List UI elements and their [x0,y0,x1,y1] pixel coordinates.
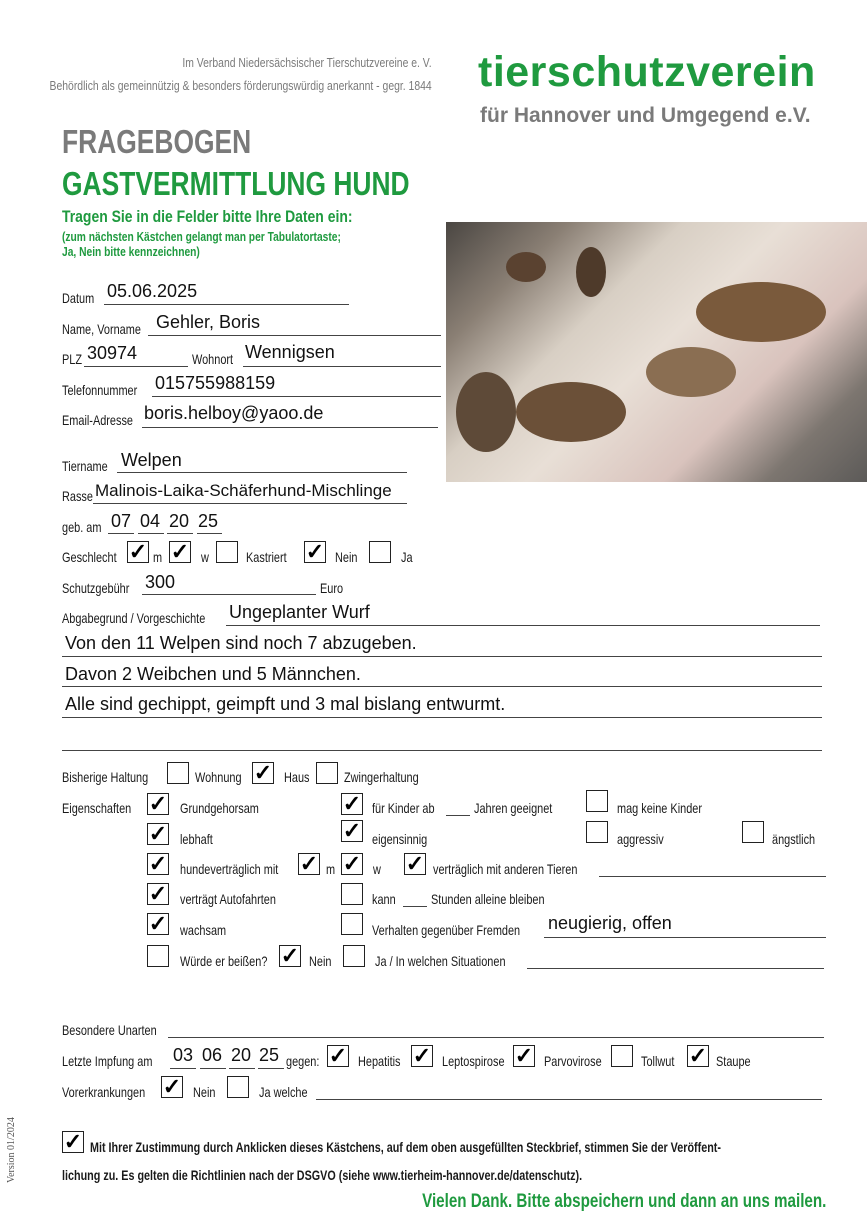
impfung-century-field[interactable]: 20 [231,1045,252,1065]
recognition-text: Behördlich als gemeinnützig & besonders förderungswürdig anerkannt - gegr. 1844 [49,78,432,93]
hint-text-1: (zum nächsten Kästchen gelangt man per Tabulatortaste; [62,230,341,244]
andere-tiere-checkbox[interactable]: ✓ [405,851,425,876]
lebhaft-label: lebhaft [180,831,213,847]
haltung-wohnung-label: Wohnung [195,769,242,785]
abgabegrund-line-3[interactable]: Alle sind gechippt, geimpft und 3 mal bislang entwurmt. [65,694,506,714]
alleine-label: kann [372,891,396,907]
eigensinnig-label: eigensinnig [372,831,428,847]
logo-title: tierschutzverein [478,48,816,96]
form-subtitle: GASTVERMITTLUNG HUND [62,165,410,202]
haltung-zwinger-checkbox[interactable] [316,762,338,784]
eigenschaften-label: Eigenschaften [62,800,132,816]
hundevertraeglich-w-checkbox[interactable]: ✓ [342,851,362,876]
parvovirose-checkbox[interactable]: ✓ [514,1043,534,1068]
aengstlich-label: ängstlich [772,831,816,847]
wohnort-label: Wohnort [192,351,234,367]
beissen-situationen-field[interactable] [527,968,824,969]
kastriert-nein-checkbox[interactable]: ✓ [305,539,325,564]
grundgehorsam-label: Grundgehorsam [180,800,259,816]
aggressiv-label: aggressiv [617,831,664,847]
plz-field[interactable]: 30974 [87,343,138,363]
hundevertraeglich-label: hundeverträglich mit [180,861,279,877]
autofahrten-label: verträgt Autofahrten [180,891,276,907]
plz-label: PLZ [62,351,83,367]
alleine-checkbox[interactable] [341,883,363,905]
geb-century-field[interactable]: 20 [169,511,190,531]
tollwut-checkbox[interactable] [611,1045,633,1067]
geschlecht-m-label: m [153,549,163,565]
hundevertraeglich-checkbox[interactable]: ✓ [148,851,168,876]
parvovirose-label: Parvovirose [544,1053,602,1069]
vorerkrankungen-label: Vorerkrankungen [62,1084,146,1100]
beissen-ja-checkbox[interactable] [343,945,365,967]
beissen-label: Würde er beißen? [180,953,268,969]
alleine-hours-field[interactable] [403,906,427,907]
consent-checkbox[interactable]: ✓ [63,1129,83,1154]
beissen-ja-label: Ja / In welchen Situationen [375,953,506,969]
thanks-text: Vielen Dank. Bitte abspeichern und dann an uns mailen. [421,1191,826,1212]
vorerkrankungen-field[interactable] [316,1099,822,1100]
euro-label: Euro [320,580,344,596]
name-label: Name, Vorname [62,321,141,337]
fremde-checkbox[interactable] [341,913,363,935]
puppies-photo [446,222,867,482]
staupe-label: Staupe [716,1053,751,1069]
hepatitis-checkbox[interactable]: ✓ [328,1043,348,1068]
rasse-field[interactable]: Malinois-Laika-Schäferhund-Mischlinge [95,481,392,500]
haltung-haus-checkbox[interactable]: ✓ [253,760,273,785]
vorerkrankungen-ja-label: Ja welche [259,1084,308,1100]
autofahrten-checkbox[interactable]: ✓ [148,881,168,906]
geschlecht-w-checkbox[interactable]: ✓ [170,539,190,564]
impfung-year-field[interactable]: 25 [259,1045,280,1065]
kastriert-ja-checkbox[interactable] [369,541,391,563]
abgabegrund-line-2[interactable]: Davon 2 Weibchen und 5 Männchen. [65,664,361,684]
leptospirose-label: Leptospirose [442,1053,505,1069]
lebhaft-checkbox[interactable]: ✓ [148,821,168,846]
fremde-field[interactable]: neugierig, offen [548,913,672,933]
kinder-ab-label: für Kinder ab [372,800,435,816]
aggressiv-checkbox[interactable] [586,821,608,843]
fremde-label: Verhalten gegenüber Fremden [372,922,521,938]
hint-text-2: Ja, Nein bitte kennzeichnen) [62,245,200,259]
geb-year-field[interactable]: 25 [198,511,219,531]
vorerkrankungen-ja-checkbox[interactable] [227,1076,249,1098]
abgabegrund-line-1[interactable]: Von den 11 Welpen sind noch 7 abzugeben. [65,633,417,653]
geschlecht-extra-checkbox[interactable] [216,541,238,563]
association-text: Im Verband Niedersächsischer Tierschutzvereine e. V. [182,55,432,70]
kinder-ab-checkbox[interactable]: ✓ [342,791,362,816]
staupe-checkbox[interactable]: ✓ [688,1043,708,1068]
geschlecht-m-checkbox[interactable]: ✓ [128,539,148,564]
keine-kinder-label: mag keine Kinder [617,800,702,816]
hundevertraeglich-m-label: m [326,861,336,877]
name-field[interactable]: Gehler, Boris [156,312,261,332]
form-title: FRAGEBOGEN [62,123,252,160]
logo-subtitle: für Hannover und Umgegend e.V. [480,104,811,127]
impfung-gegen-label: gegen: [286,1053,320,1069]
unarten-label: Besondere Unarten [62,1022,157,1038]
beissen-nein-label: Nein [309,953,332,969]
rasse-label: Rasse [62,488,93,504]
eigensinnig-checkbox[interactable]: ✓ [342,818,362,843]
kastriert-nein-label: Nein [335,549,358,565]
haltung-wohnung-checkbox[interactable] [167,762,189,784]
consent-text-1: Mit Ihrer Zustimmung durch Anklicken dieses Kästchens, auf dem oben ausgefüllten Steckbrief, stimmen Sie der Veröffent- [90,1139,721,1155]
vorerkrankungen-nein-label: Nein [193,1084,216,1100]
tiername-label: Tiername [62,458,108,474]
leptospirose-checkbox[interactable]: ✓ [412,1043,432,1068]
kastriert-label: Kastriert [246,549,287,565]
haltung-label: Bisherige Haltung [62,769,149,785]
andere-tiere-label: verträglich mit anderen Tieren [433,861,578,877]
email-field[interactable]: boris.helboy@yaoo.de [144,403,324,423]
email-label: Email-Adresse [62,412,134,428]
schutzgebuehr-label: Schutzgebühr [62,580,130,596]
tiername-field[interactable]: Welpen [121,450,182,470]
geschlecht-label: Geschlecht [62,549,117,565]
hepatitis-label: Hepatitis [358,1053,401,1069]
telefon-label: Telefonnummer [62,382,138,398]
version-text: Version 01/2024 [6,1117,17,1183]
wohnort-field[interactable]: Wennigsen [245,342,335,362]
kinder-ab-years-field[interactable] [446,815,470,816]
tollwut-label: Tollwut [641,1053,675,1069]
keine-kinder-checkbox[interactable] [586,790,608,812]
hundevertraeglich-w-label: w [373,861,381,877]
haltung-zwinger-label: Zwingerhaltung [344,769,419,785]
impfung-day-field[interactable]: 03 [173,1045,194,1065]
hundevertraeglich-m-checkbox[interactable]: ✓ [299,851,319,876]
beissen-nein-checkbox[interactable]: ✓ [280,943,300,968]
abgabegrund-label: Abgabegrund / Vorgeschichte [62,610,206,626]
aengstlich-checkbox[interactable] [742,821,764,843]
impfung-label: Letzte Impfung am [62,1053,153,1069]
wachsam-checkbox[interactable]: ✓ [148,911,168,936]
kastriert-ja-label: Ja [401,549,413,565]
vorerkrankungen-nein-checkbox[interactable]: ✓ [162,1074,182,1099]
beissen-checkbox[interactable] [147,945,169,967]
instruction-text: Tragen Sie in die Felder bitte Ihre Daten ein: [62,207,353,226]
telefon-field[interactable]: 015755988159 [155,373,276,393]
grundgehorsam-checkbox[interactable]: ✓ [148,791,168,816]
abgabegrund-field[interactable]: Ungeplanter Wurf [229,602,370,622]
schutzgebuehr-field[interactable]: 300 [145,572,176,592]
datum-label: Datum [62,290,95,306]
geschlecht-w-label: w [201,549,209,565]
geb-day-field[interactable]: 07 [111,511,132,531]
wachsam-label: wachsam [180,922,227,938]
alleine-label-b: Stunden alleine bleiben [431,891,545,907]
geb-label: geb. am [62,519,102,535]
impfung-month-field[interactable]: 06 [202,1045,223,1065]
haltung-haus-label: Haus [284,769,310,785]
geb-month-field[interactable]: 04 [140,511,161,531]
consent-text-2: lichung zu. Es gelten die Richtlinien nach der DSGVO (siehe www.tierheim-hannover.de/datenschutz). [62,1167,583,1183]
kinder-ab-label-b: Jahren geeignet [474,800,553,816]
datum-field[interactable]: 05.06.2025 [107,281,198,301]
